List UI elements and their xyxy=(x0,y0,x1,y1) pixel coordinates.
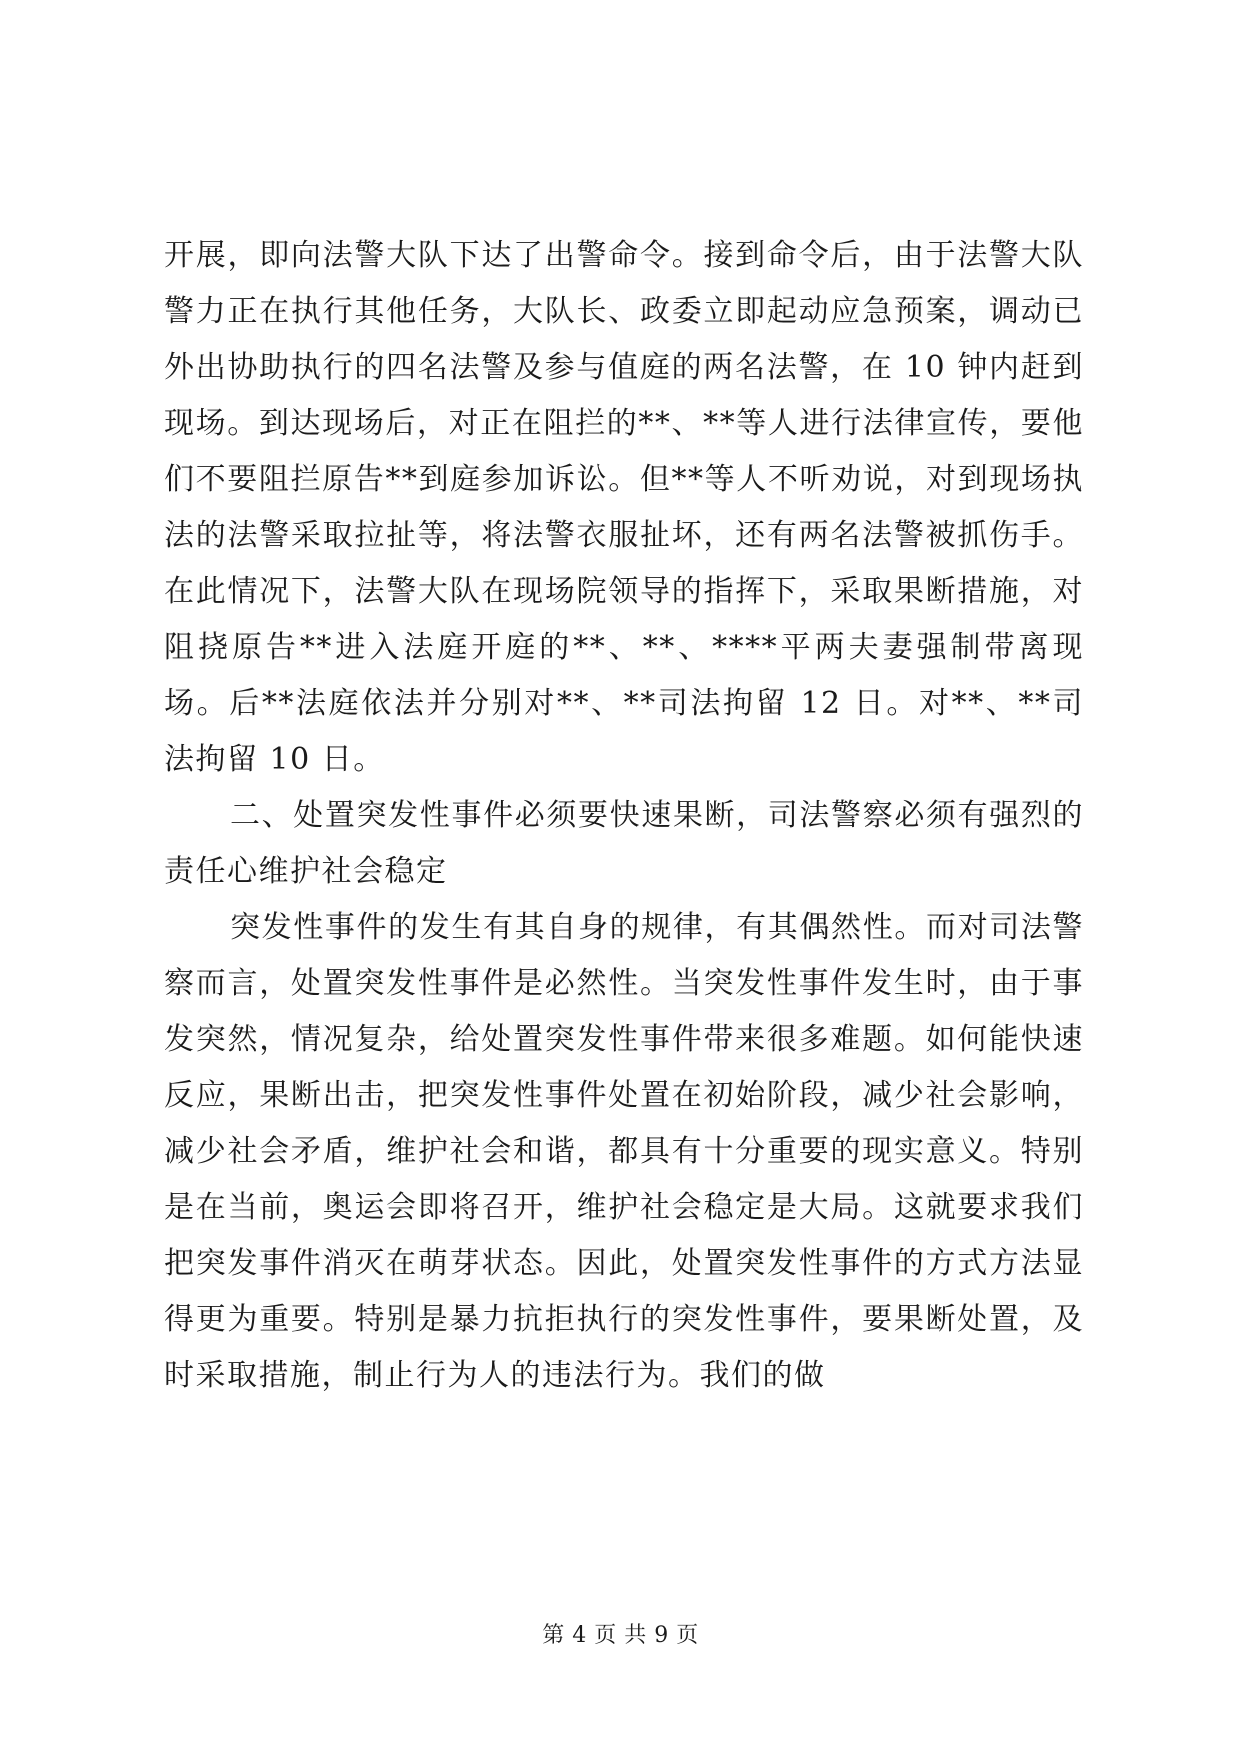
paragraph-continuation: 开展，即向法警大队下达了出警命令。接到命令后，由于法警大队警力正在执行其他任务，大队长、政委立即起动应急预案，调动已外出协助执行的四名法警及参与值庭的两名法警，在 10 钟内赶到现场。到达现场后，对正在阻拦的**、**等人进行法律宣传，要他们不要阻拦原告**到庭参加诉讼。但**等人不听劝说，对到现场执法的法警采取拉扯等，将法警衣服扯坏，还有两名法警被抓伤手。在此情况下，法警大队在现场院领导的指挥下，采取果断措施，对阻挠原告**进入法庭开庭的**、**、****平两夫妻强制带离现场。后**法庭依法并分别对**、**司法拘留 12 日。对**、**司法拘留 10 日。 xyxy=(164,238,1084,777)
document-body xyxy=(164,228,1084,1404)
page-footer xyxy=(0,1622,1241,1650)
page-number: 第 4 页 共 9 页 xyxy=(542,1623,699,1648)
paragraph-body: 突发性事件的发生有其自身的规律，有其偶然性。而对司法警察而言，处置突发性事件是必然性。当突发性事件发生时，由于事发突然，情况复杂，给处置突发性事件带来很多难题。如何能快速反应，果断出击，把突发性事件处置在初始阶段，减少社会影响，减少社会矛盾，维护社会和谐，都具有十分重要的现实意义。特别是在当前，奥运会即将召开，维护社会稳定是大局。这就要求我们把突发事件消灭在萌芽状态。因此，处置突发性事件的方式方法显得更为重要。特别是暴力抗拒执行的突发性事件，要果断处置，及时采取措施，制止行为人的违法行为。我们的做 xyxy=(164,910,1084,1393)
section-heading: 二、处置突发性事件必须要快速果断，司法警察必须有强烈的责任心维护社会稳定 xyxy=(164,798,1084,889)
